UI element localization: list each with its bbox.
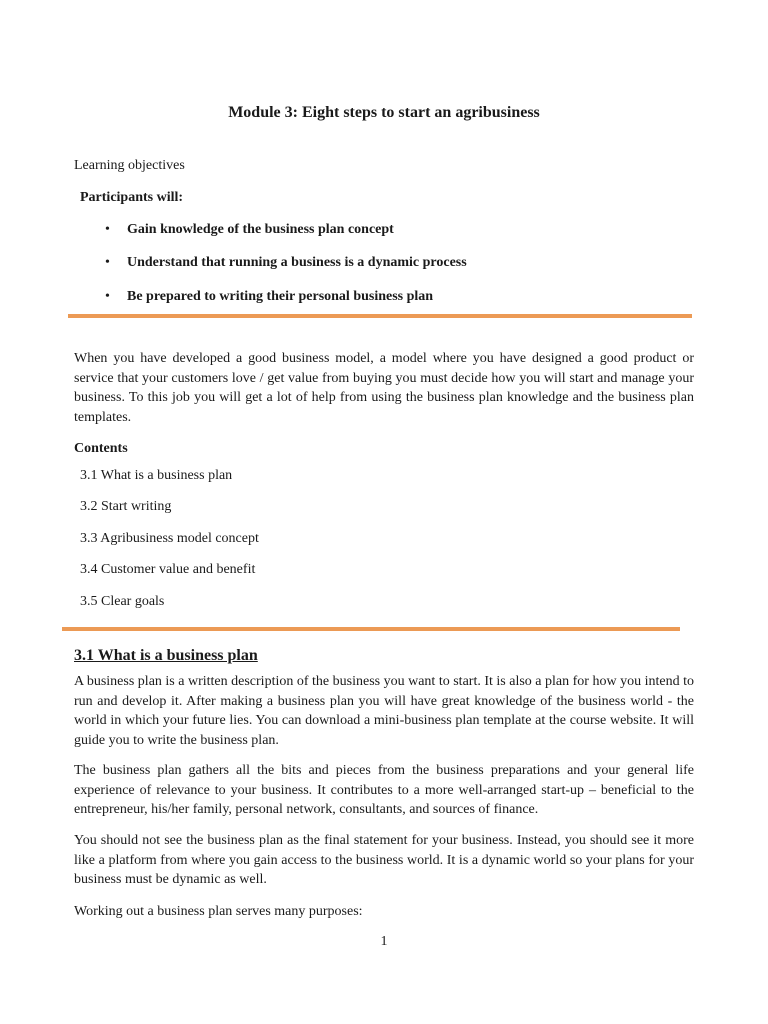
contents-item: 3.4 Customer value and benefit (80, 562, 256, 577)
contents-item: 3.1 What is a business plan (80, 468, 233, 483)
body-paragraph: You should not see the business plan as the final statement for your business. Instead, you should see it more like a platform from where you gain access to the business world. It is a dynamic world so your plans for your business must be dynamic as well. (74, 833, 694, 887)
contents-item: 3.2 Start writing (80, 499, 172, 514)
section-divider (68, 314, 692, 318)
body-paragraph: Working out a business plan serves many purposes: (74, 904, 363, 919)
bullet-icon: • (105, 255, 110, 270)
contents-label: Contents (74, 441, 128, 456)
body-paragraph: The business plan gathers all the bits and pieces from the business preparations and your general life experience of relevance to your business. It contributes to a more well-arranged start-up – beneficial to the entrepreneur, his/her family, personal network, consultants, and sources of finance. (74, 763, 694, 817)
objective-item: Gain knowledge of the business plan concept (127, 222, 394, 237)
body-paragraph: A business plan is a written description of the business you want to start. It is also a plan for how you intend to run and develop it. After making a business plan you will have great knowledge of the business world - the world in which your future lies. You can download a mini-business plan template at the course website. It will guide you to write the business plan. (74, 674, 694, 748)
section-heading: 3.1 What is a business plan (74, 647, 258, 664)
participants-label: Participants will: (80, 190, 184, 205)
objective-item: Be prepared to writing their personal business plan (127, 289, 434, 304)
section-divider (62, 627, 680, 631)
bullet-icon: • (105, 222, 110, 237)
intro-paragraph: When you have developed a good business model, a model where you have designed a good product or service that your customers love / get value from buying you must decide how you will start and manage your business. To this job you will get a lot of help from using the business plan knowledge and the business plan templates. (74, 351, 694, 425)
objective-item: Understand that running a business is a dynamic process (127, 255, 467, 270)
document-title: Module 3: Eight steps to start an agribusiness (228, 104, 540, 121)
bullet-icon: • (105, 289, 110, 304)
contents-item: 3.5 Clear goals (80, 594, 165, 609)
contents-item: 3.3 Agribusiness model concept (80, 531, 259, 546)
page-number: 1 (380, 934, 388, 949)
learning-objectives-label: Learning objectives (74, 158, 185, 173)
